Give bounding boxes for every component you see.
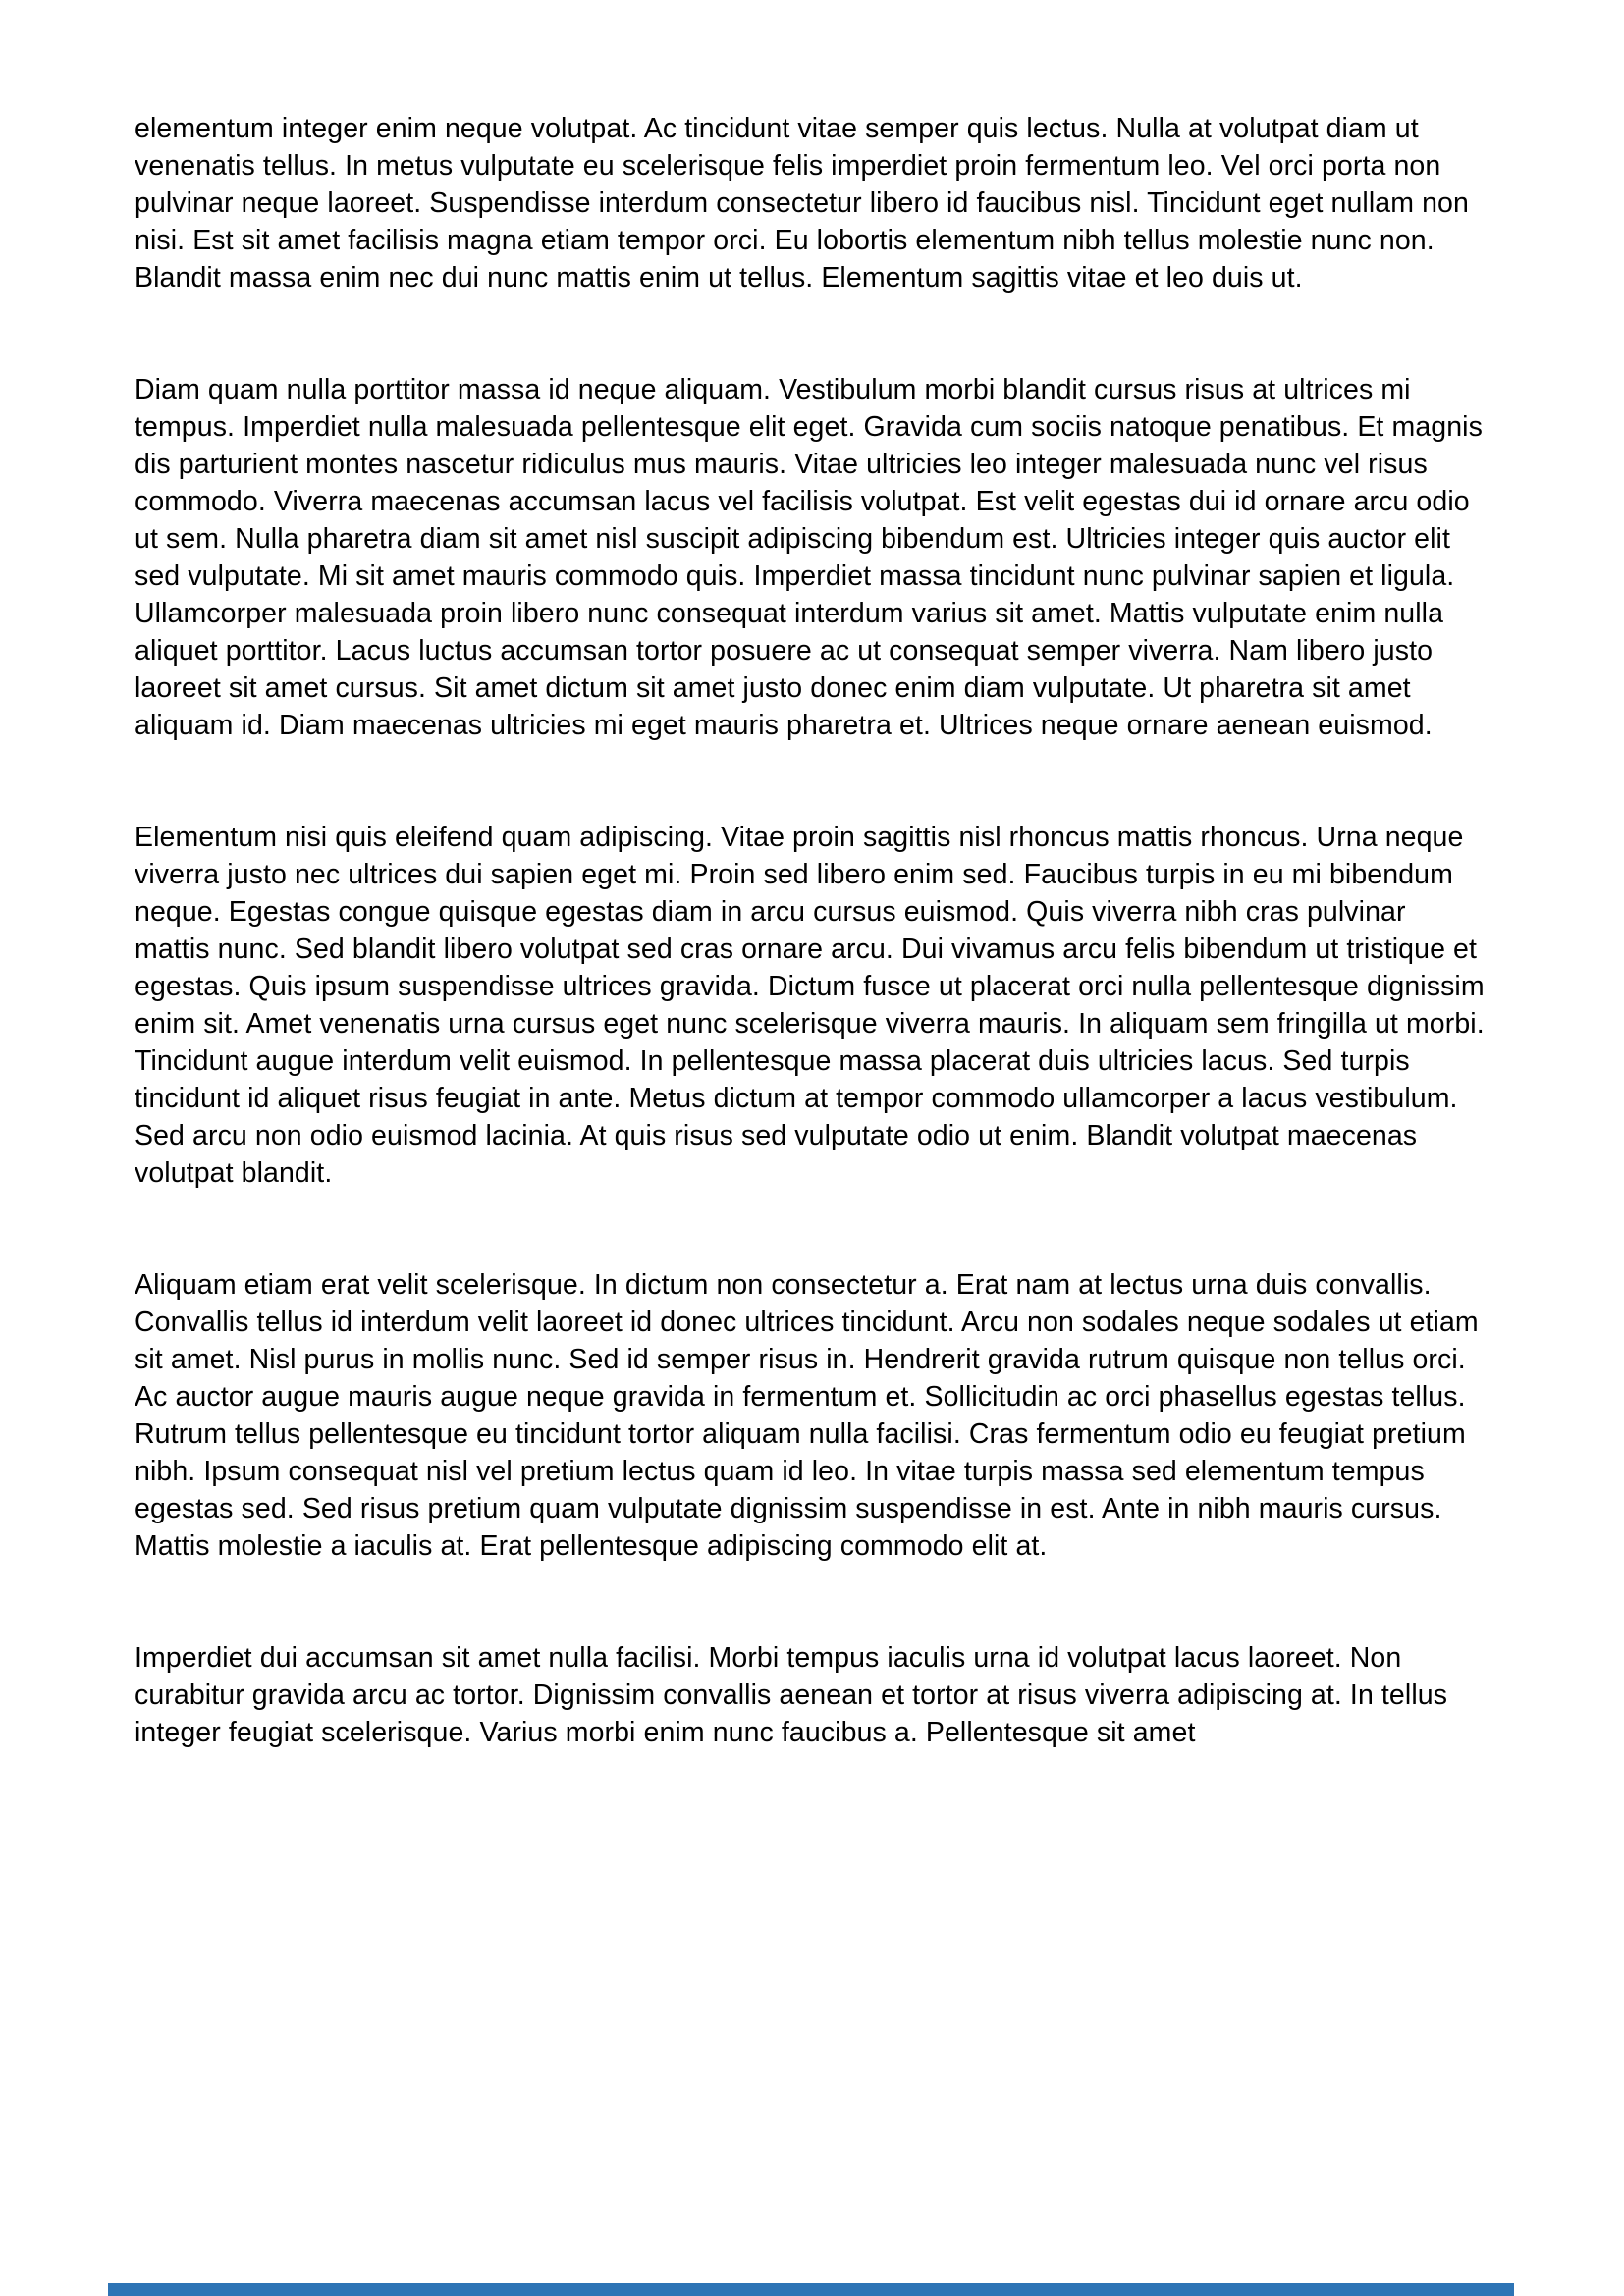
bottom-blue-bar	[108, 2283, 1514, 2296]
paragraph: Diam quam nulla porttitor massa id neque aliquam. Vestibulum morbi blandit cursus risus at ultrices mi tempus. Imperdiet nulla malesuada pellentesque elit eget. Gravida cum sociis natoque penatibus. Et magnis dis parturient montes nascetur ridiculus mus mauris. Vitae ultricies leo integer malesuada nunc vel risus commodo. Viverra maecenas accumsan lacus vel facilisis volutpat. Est velit egestas dui id ornare arcu odio ut sem. Nulla pharetra diam sit amet nisl suscipit adipiscing bibendum est. Ultricies integer quis auctor elit sed vulputate. Mi sit amet mauris commodo quis. Imperdiet massa tincidunt nunc pulvinar sapien et ligula. Ullamcorper malesuada proin libero nunc consequat interdum varius sit amet. Mattis vulputate enim nulla aliquet porttitor. Lacus luctus accumsan tortor posuere ac ut consequat semper viverra. Nam libero justo laoreet sit amet cursus. Sit amet dictum sit amet justo donec enim diam vulputate. Ut pharetra sit amet aliquam id. Diam maecenas ultricies mi eget mauris pharetra et. Ultrices neque ornare aenean euismod.	[135, 374, 1483, 741]
paragraph: Elementum nisi quis eleifend quam adipiscing. Vitae proin sagittis nisl rhoncus mattis rhoncus. Urna neque viverra justo nec ultrices dui sapien eget mi. Proin sed libero enim sed. Faucibus turpis in eu mi bibendum neque. Egestas congue quisque egestas diam in arcu cursus euismod. Quis viverra nibh cras pulvinar mattis nunc. Sed blandit libero volutpat sed cras ornare arcu. Dui vivamus arcu felis bibendum ut tristique et egestas. Quis ipsum suspendisse ultrices gravida. Dictum fusce ut placerat orci nulla pellentesque dignissim enim sit. Amet venenatis urna cursus eget nunc scelerisque viverra mauris. In aliquam sem fringilla ut morbi. Tincidunt augue interdum velit euismod. In pellentesque massa placerat duis ultricies lacus. Sed turpis tincidunt id aliquet risus feugiat in ante. Metus dictum at tempor commodo ullamcorper a lacus vestibulum. Sed arcu non odio euismod lacinia. At quis risus sed vulputate odio ut enim. Blandit volutpat maecenas volutpat blandit.	[135, 822, 1485, 1189]
text-content	[135, 110, 1489, 1751]
paragraph: Aliquam etiam erat velit scelerisque. In dictum non consectetur a. Erat nam at lectus urna duis convallis. Convallis tellus id interdum velit laoreet id donec ultrices tincidunt. Arcu non sodales neque sodales ut etiam sit amet. Nisl purus in mollis nunc. Sed id semper risus in. Hendrerit gravida rutrum quisque non tellus orci. Ac auctor augue mauris augue neque gravida in fermentum et. Sollicitudin ac orci phasellus egestas tellus. Rutrum tellus pellentesque eu tincidunt tortor aliquam nulla facilisi. Cras fermentum odio eu feugiat pretium nibh. Ipsum consequat nisl vel pretium lectus quam id leo. In vitae turpis massa sed elementum tempus egestas sed. Sed risus pretium quam vulputate dignissim suspendisse in est. Ante in nibh mauris cursus. Mattis molestie a iaculis at. Erat pellentesque adipiscing commodo elit at.	[135, 1269, 1479, 1562]
paragraph: elementum integer enim neque volutpat. Ac tincidunt vitae semper quis lectus. Nulla at volutpat diam ut venenatis tellus. In metus vulputate eu scelerisque felis imperdiet proin fermentum leo. Vel orci porta non pulvinar neque laoreet. Suspendisse interdum consectetur libero id faucibus nisl. Tincidunt eget nullam non nisi. Est sit amet facilisis magna etiam tempor orci. Eu lobortis elementum nibh tellus molestie nunc non. Blandit massa enim nec dui nunc mattis enim ut tellus. Elementum sagittis vitae et leo duis ut.	[135, 113, 1469, 294]
paragraph: Imperdiet dui accumsan sit amet nulla facilisi. Morbi tempus iaculis urna id volutpat lacus laoreet. Non curabitur gravida arcu ac tortor. Dignissim convallis aenean et tortor at risus viverra adipiscing at. In tellus integer feugiat scelerisque. Varius morbi enim nunc faucibus a. Pellentesque sit amet	[135, 1642, 1448, 1748]
